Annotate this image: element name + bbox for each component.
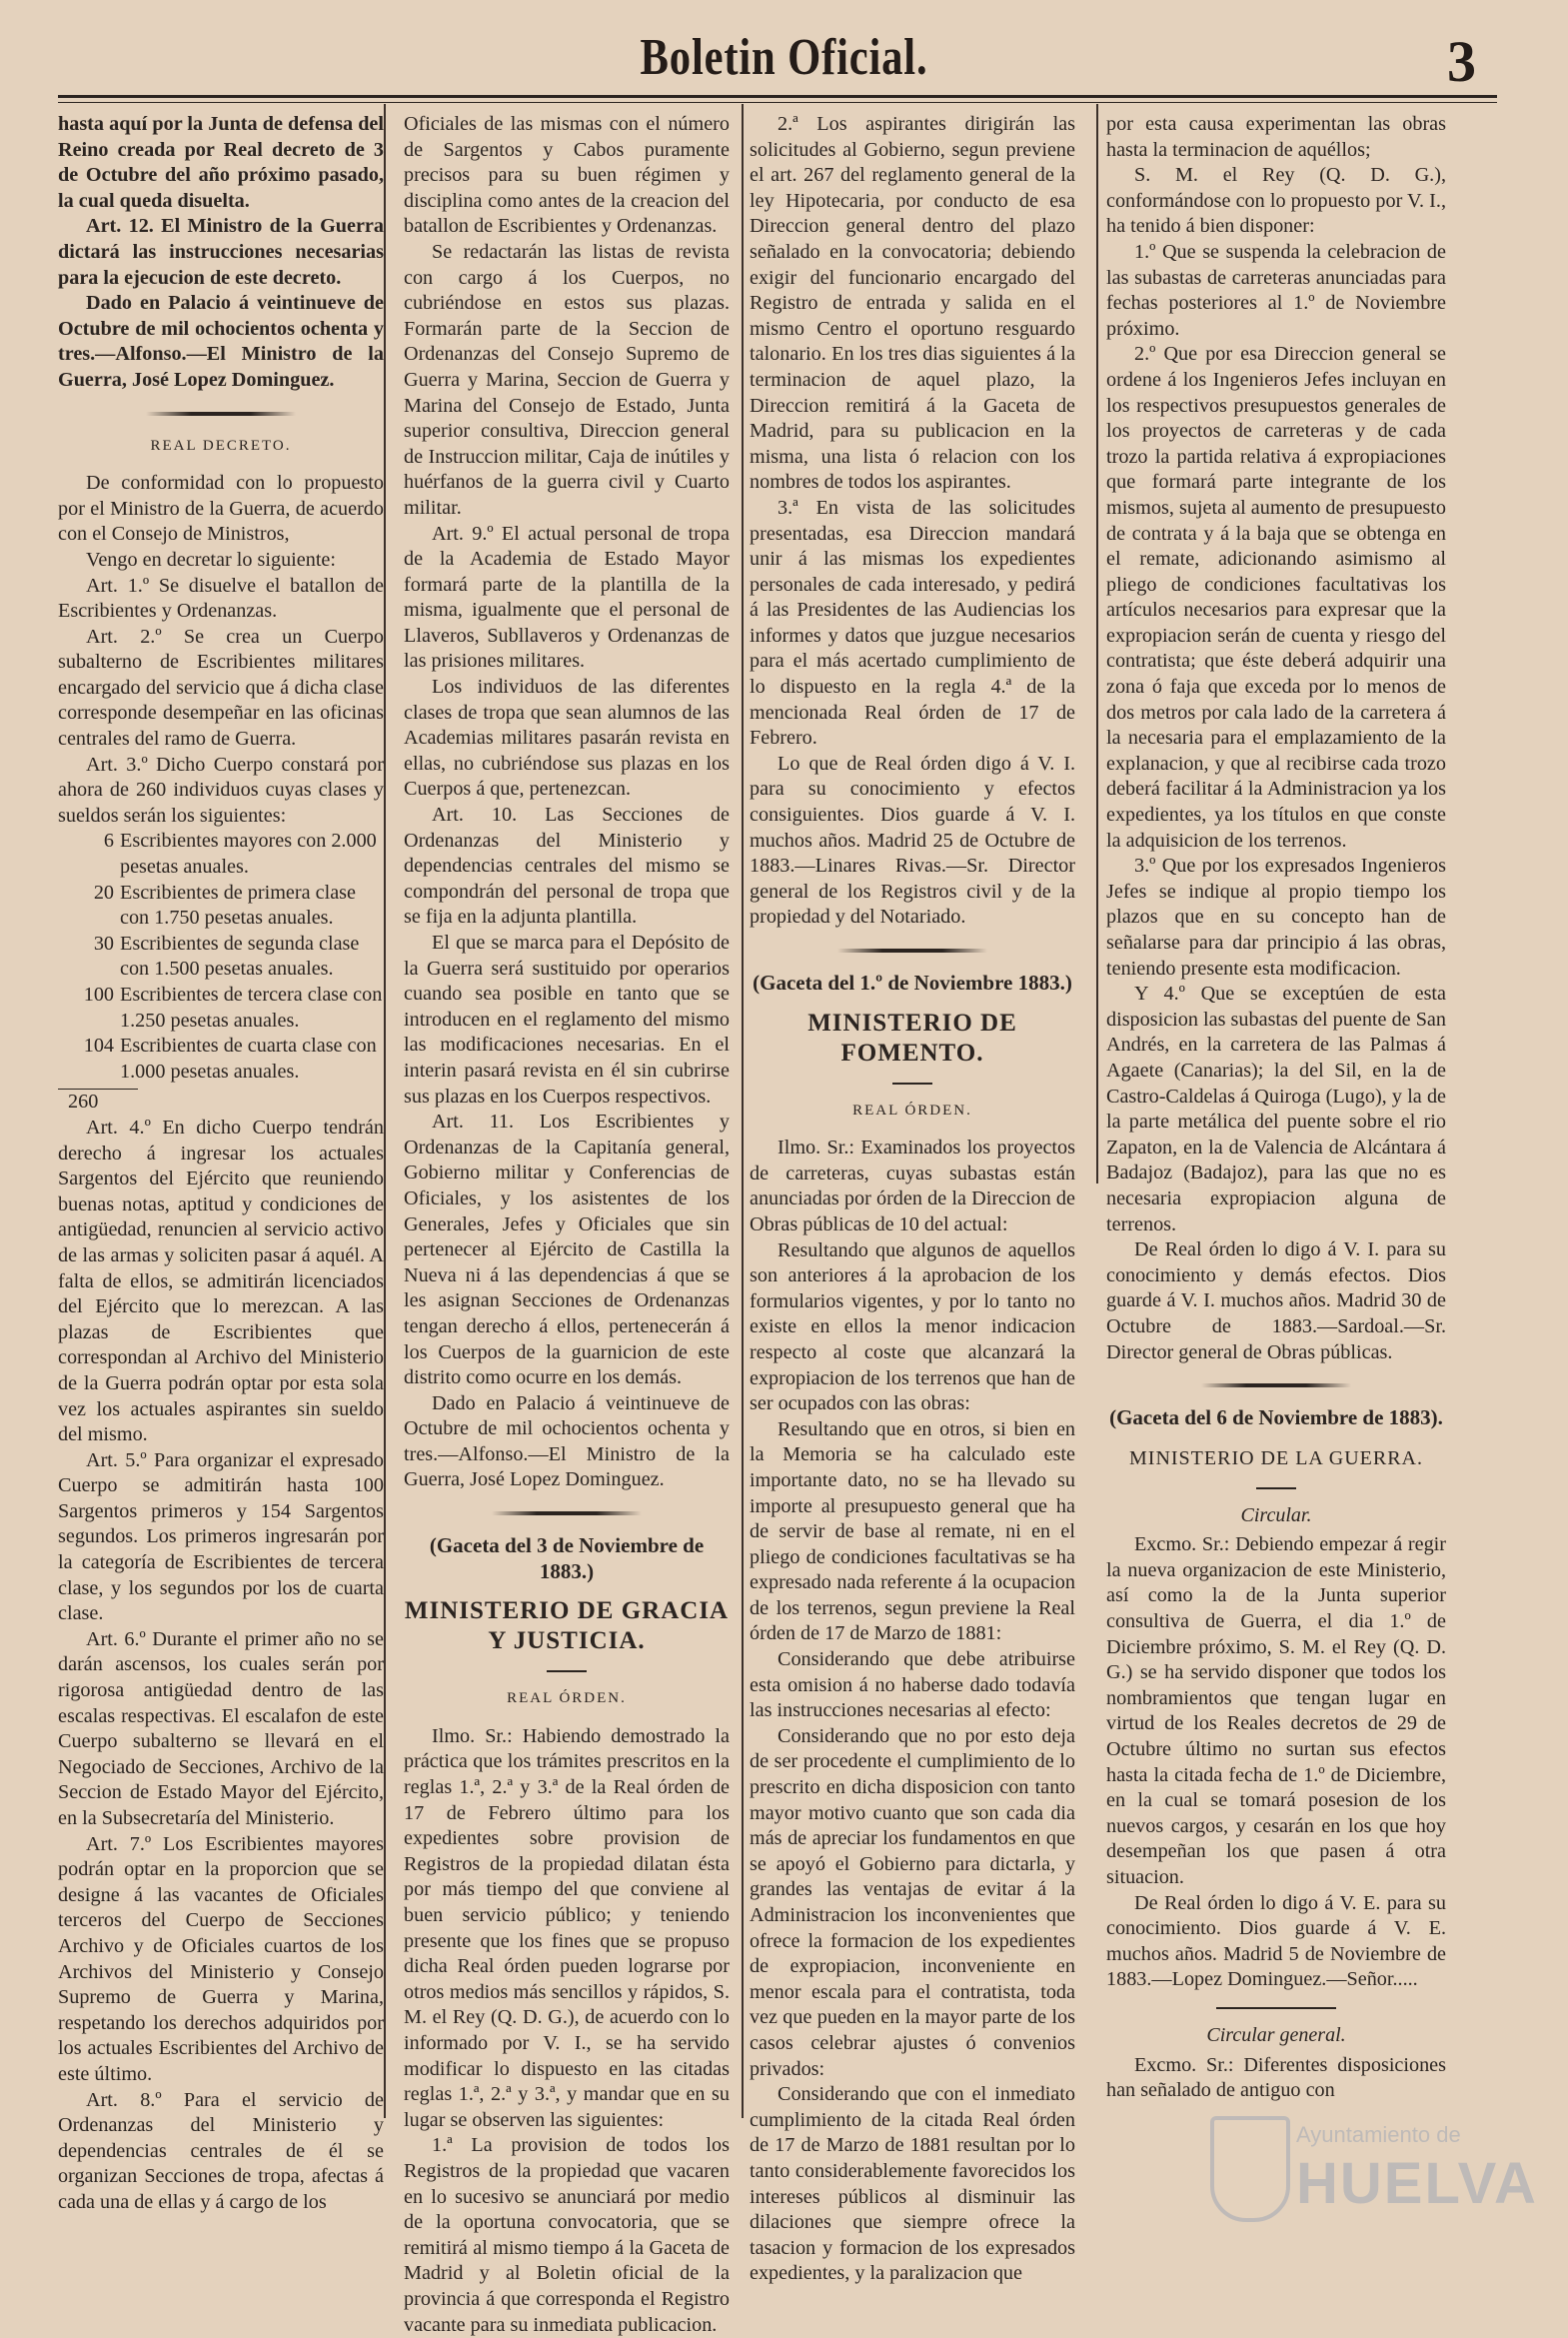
article-paragraph: Art. 9.º El actual personal de tropa de la Academia de Estado Mayor formará parte de la plantilla de la misma, igualmente que el personal de Llaveros, Subllaveros y Ordenanzas de las prisiones militares.	[404, 522, 730, 673]
paragraph: El que se marca para el Depósito de la Guerra será sustituido por operarios cuando sea posible en tanto que se introducen en el reglamento del mismo las modificaciones necesarias. En el interin pasará revista en él sin cubrirse sus plazas en los Cuerpos respectivos.	[404, 932, 730, 1108]
section-heading: REAL ÓRDEN.	[507, 1690, 627, 1707]
crest-icon	[1210, 2116, 1290, 2222]
staff-class: Escribientes de cuarta clase con 1.000 pesetas anuales.	[120, 1035, 377, 1083]
paragraph: Ilmo. Sr.: Examinados los proyectos de carreteras, cuyas subastas están anunciadas por órden de la Direccion de Obras públicas de 10 del actual:	[750, 1137, 1075, 1235]
paragraph: 2.ª Los aspirantes dirigirán las solicitudes al Gobierno, segun previene el art. 267 del reglamento general de la ley Hipotecaria, por conducto de esa Direccion general dentro del plazo señalado en la convocatoria; debiendo exigir del funcionario encargado del Registro de entrada y salida en el mismo Centro el oportuno resguardo talonario. En los tres dias siguientes á la terminacion de aquel plazo, la Direccion remitirá á la Gaceta de Madrid, para su publicacion en la misma, una lista ó relacion con los nombres de todos los aspirantes.	[750, 113, 1075, 494]
paragraph: Considerando que no por esto deja de ser procedente el cumplimiento de lo prescrito en dicha disposicion con tanto mayor motivo cuanto que son cada dia más de apreciar los fundamentos en que se apoyó el Gobierno para dictarla, y grandes las ventajas de evitar á la Administracion los inconvenientes que ofrece la formacion de los expedientes de expropiacion, inconveniente en menor escala para el contratista, toda vez que pueden en la mayor parte de los casos celebrar ajustes ó convenios privados:	[750, 1724, 1075, 2080]
masthead	[0, 22, 1568, 92]
watermark-line-1: Ayuntamiento de	[1296, 2122, 1461, 2147]
staff-table-row	[58, 1034, 384, 1085]
section-heading: REAL ÓRDEN.	[852, 1102, 972, 1119]
column-3	[750, 112, 1075, 2287]
article-paragraph: Art. 5.º Para organizar el expresado Cuerpo se admitirán hasta 100 Sargentos primeros y 154 Sargentos segundos. Los primeros ingresarán por la categoría de Escribientes de tercera clase, y los segundos por los de cuarta clase.	[58, 1448, 384, 1625]
archive-watermark	[1210, 2116, 1538, 2226]
gazette-reference: (Gaceta del 1.º de Noviembre 1883.)	[753, 971, 1072, 995]
paragraph: Considerando que debe atribuirse esta omision á no haberse dado todavía las instrucciones necesarias al efecto:	[750, 1648, 1075, 1722]
paragraph: 3.º Que por los expresados Ingenieros Jefes se indique al propio tiempo los plazos que en su concepto han de señalarse para dar principio á las obras, teniendo presente esta modificacion.	[1106, 855, 1446, 980]
paragraph: Los individuos de las diferentes clases de tropa que sean alumnos de las Academias militares pasarán revista en ellas, no cubriéndose sus plazas en los Cuerpos á que, pertenezcan.	[404, 676, 730, 801]
article-paragraph: Art. 3.º Dicho Cuerpo constará por ahora de 260 individuos cuyas clases y sueldos serán los siguientes:	[58, 753, 384, 827]
paragraph: Vengo en decretar lo siguiente:	[86, 548, 337, 571]
newspaper-title: Boletin Oficial.	[640, 29, 928, 86]
short-rule	[892, 1083, 932, 1085]
paragraph: Y 4.º Que se exceptúen de esta disposicion las subastas del puente de San Andrés, en la carretera de las Palmas á Agaete (Canarias); la del Sil, en la de Castro-Caldelas á Quiroga (Lugo), y la de la parte metálica del puente sobre el rio Zapaton, en la de Valencia de Alcántara á Badajoz (Badajoz), para las que no es necesaria expropiacion alguna de terrenos.	[1106, 983, 1446, 1235]
paragraph: S. M. el Rey (Q. D. G.), conformándose con lo propuesto por V. I., ha tenido á bien disponer:	[1106, 164, 1446, 238]
article-paragraph: Art. 2.º Se crea un Cuerpo subalterno de Escribientes militares encargado del servicio que á dicha clase corresponde desempeñar en las oficinas centrales del ramo de Guerra.	[58, 625, 384, 751]
paragraph: 3.ª En vista de las solicitudes presentadas, esa Direccion mandará unir á las mismas los expedientes personales de cada interesado, y pedirá á las Presidentes de las Audiencias los informes y datos que juzgue necesarios para el más acertado cumplimiento de lo dispuesto en la regla 4.ª de la mencionada Real órden de 17 de Febrero.	[750, 496, 1075, 750]
staff-count: 104	[83, 1035, 114, 1058]
article-paragraph: Art. 4.º En dicho Cuerpo tendrán derecho á ingresar los actuales Sargentos del Ejército que reuniendo buenas notas, aptitud y condiciones de antigüedad, renuncien al servicio activo de las armas y soliciten pasar á aquél. A falta de ellos, se admitirán licenciados del Ejército que lo merezcan. A las plazas de Escribientes que correspondan al Archivo del Ministerio de la Guerra podrán optar por esta sola vez los actuales aspirantes sin sueldo del mismo.	[58, 1116, 384, 1446]
short-rule	[547, 1670, 587, 1672]
paragraph: 1.º Que se suspenda la celebracion de las subastas de carreteras anunciadas para fechas posteriores al 1.º de Noviembre próximo.	[1106, 240, 1446, 340]
paragraph: por esta causa experimentan las obras hasta la terminacion de aquéllos;	[1106, 113, 1446, 161]
paragraph: 2.º Que por esa Direccion general se ordene á los Ingenieros Jefes incluyan en los respectivos presupuestos generales de los proyectos de carreteras y de cada trozo la partida relativa á expropiaciones que formará parte integrante de los mismos, sujeta al aumento de presupuesto de contrata y á la baja que se obtenga en el remate, adicionando asimismo al pliego de condiciones facultativas los artículos necesarios para expresar que la expropiacion serán de cuenta y riesgo del contratista; que éste deberá adquirir una zona ó faja que exceda por lo menos de dos metros por cala lado de la carretera á la necesaria para el emplazamiento de la explanacion, y que al recibirse cada trozo deberá facilitar á la Administracion ya los expedientes, ya los títulos en que conste la adquisicion de los terrenos.	[1106, 343, 1446, 852]
signature-paragraph: Lo que de Real órden digo á V. I. para su conocimiento y efectos consiguientes. Dios guarde á V. I. muchos años. Madrid 25 de Octubre de 1883.—Linares Rivas.—Sr. Director general de los Registros civil y de la propiedad y del Notariado.	[750, 752, 1075, 929]
staff-total: 260	[58, 1089, 138, 1116]
article-paragraph: Art. 6.º Durante el primer año no se darán ascensos, los cuales serán por rigorosa antigüedad dentro de las escalas respectivas. El escalafon de este Cuerpo subalterno se llevará en el Negociado de Secciones, Archivo de la Seccion de Estado Mayor del Ejército, en la Subsecretaría del Ministerio.	[58, 1627, 384, 1829]
column-divider	[384, 104, 386, 2118]
ornament-rule	[492, 1511, 642, 1515]
staff-class: Escribientes de tercera clase con 1.250 pesetas anuales.	[120, 984, 383, 1032]
signature-paragraph: Dado en Palacio á veintinueve de Octubre de mil ochocientos ochenta y tres.—Alfonso.—El Ministro de la Guerra, José Lopez Dominguez.	[404, 1391, 730, 1491]
ministry-heading: MINISTERIO DE FOMENTO.	[807, 1009, 1017, 1067]
signature-paragraph: De Real órden lo digo á V. I. para su conocimiento y demás efectos. Dios guarde á V. I. muchos años. Madrid 30 de Octubre de 1883.—Sardoal.—Sr. Director general de Obras públicas.	[1106, 1238, 1446, 1363]
ornament-rule	[146, 412, 296, 416]
paragraph: Ilmo. Sr.: Habiendo demostrado la práctica que los trámites prescritos en la reglas 1.ª, 2.ª y 3.ª de la Real órden de 17 de Febrero último para los expedientes sobre provision de Registros de la propiedad dilatan ésta por más tiempo del que conviene al buen servicio público; y teniendo presente que los fines que se propuso dicha Real órden pueden lograrse por otros medios más sencillos y rápidos, S. M. el Rey (Q. D. G.), de acuerdo con lo informado por V. I., se ha servido modificar lo dispuesto en las citadas reglas 1.ª, 2.ª y 3.ª, y mandar que en su lugar se observen las siguientes:	[404, 1724, 730, 2131]
staff-count: 100	[83, 984, 114, 1006]
header-rule	[58, 95, 1497, 103]
staff-class: Escribientes mayores con 2.000 pesetas anuales.	[120, 830, 377, 879]
gazette-reference: (Gaceta del 3 de Noviembre de 1883.)	[429, 1533, 705, 1583]
short-rule	[1216, 2007, 1336, 2009]
ministry-heading: MINISTERIO DE LA GUERRA.	[1129, 1446, 1423, 1469]
article-paragraph: Art. 1.º Se disuelve el batallon de Escribientes y Ordenanzas.	[58, 574, 384, 623]
short-rule	[1256, 1487, 1296, 1489]
staff-count: 30	[93, 932, 114, 955]
signature-paragraph: Dado en Palacio á veintinueve de Octubre de mil ochocientos ochenta y tres.—Alfonso.—El Ministro de la Guerra, José Lopez Dominguez.	[58, 292, 384, 391]
article-paragraph: Art. 10. Las Secciones de Ordenanzas del Ministerio y dependencias centrales del mismo se compondrán del personal de tropa que se fija en la adjunta plantilla.	[404, 804, 730, 929]
ministry-heading: MINISTERIO DE GRACIA Y JUSTICIA.	[404, 1597, 730, 1655]
column-1	[58, 112, 384, 2216]
paragraph: Excmo. Sr.: Debiendo empezar á regir la nueva organizacion de este Ministerio, así como la de la Junta superior consultiva de Guerra, el dia 1.º de Diciembre próximo, S. M. el Rey (Q. D. G.) se ha servido disponer que todos los nombramientos que tengan lugar en virtud de los Reales decretos de 29 de Octubre último no surtan sus efectos hasta la citada fecha de 1.º de Diciembre, en la cual se tomará posesion de los nuevos cargos, y cesarán en los que hoy desempeñan los que pasen á otra situacion.	[1106, 1533, 1446, 1888]
column-divider	[1096, 104, 1098, 1183]
paragraph: hasta aquí por la Junta de defensa del Reino creada por Real decreto de 3 de Octubre del año próximo pasado, la cual queda disuelta.	[58, 113, 384, 212]
paragraph: Resultando que en otros, si bien en la Memoria se ha calculado este importante dato, no se ha llevado su importe al presupuesto general que ha de servir de base al remate, ni en el pliego de condiciones facultativas se ha expresado nada referente á la ocupacion de los terrenos, segun previene la Real órden de 17 de Marzo de 1881:	[750, 1417, 1075, 1645]
paragraph: 1.ª La provision de todos los Registros de la propiedad que vacaren en lo sucesivo se anunciará por medio de la oportuna convocatoria, que se remitirá al mismo tiempo á la Gaceta de Madrid y al Boletin oficial de la provincia á que corresponda el Registro vacante para su inmediata publicacion.	[404, 2134, 730, 2336]
section-heading: REAL DECRETO.	[150, 437, 292, 454]
staff-class: Escribientes de segunda clase con 1.500 pesetas anuales.	[120, 932, 360, 981]
paragraph: Resultando que algunos de aquellos son anteriores á la aprobacion de los formularios vigentes, y por lo tanto no existe en ellos la menor indicacion respecto al coste que alcanzará la expropiacion de los terrenos que han de ser ocupados con las obras:	[750, 1238, 1075, 1415]
paragraph: De conformidad con lo propuesto por el Ministro de la Guerra, de acuerdo con el Consejo de Ministros,	[58, 472, 384, 546]
staff-table-row	[58, 881, 384, 932]
paragraph: Se redactarán las listas de revista con cargo á los Cuerpos, no cubriéndose en estos sus plazas. Formarán parte de la Seccion de Ordenanzas del Consejo Supremo de Guerra y Marina, Seccion de Guerra y Marina del Consejo de Estado, Junta superior consultiva, Direccion general de Instruccion militar, Caja de inútiles y huérfanos de la guerra civil y Cuarto militar.	[404, 240, 730, 519]
paragraph: Considerando que con el inmediato cumplimiento de la citada Real órden de 17 de Marzo de 1881 resultan por lo tanto considerablemente favorecidos los intereses públicos al disminuir las dilaciones que siempre ofrece la tasacion y formacion de los expresados expedientes, y la paralizacion que	[750, 2083, 1075, 2285]
staff-table-row	[58, 932, 384, 983]
column-2	[404, 112, 730, 2338]
staff-count: 20	[93, 881, 114, 904]
staff-class: Escribientes de primera clase con 1.750 pesetas anuales.	[120, 881, 356, 930]
article-paragraph: Art. 12. El Ministro de la Guerra dictará las instrucciones necesarias para la ejecucion de este decreto.	[58, 215, 384, 289]
paragraph: Excmo. Sr.: Diferentes disposiciones han señalado de antiguo con	[1106, 2053, 1446, 2102]
watermark-line-2: HUELVA	[1296, 2151, 1538, 2216]
staff-table-row	[58, 983, 384, 1034]
circular-heading: Circular.	[1240, 1503, 1312, 1526]
page-number: 3	[1447, 29, 1476, 94]
paragraph: Oficiales de las mismas con el número de Sargentos y Cabos puramente precisos para su buen régimen y disciplina como antes de la creacion del batallon de Escribientes y Ordenanzas.	[404, 113, 730, 238]
circular-heading: Circular general.	[1206, 2023, 1346, 2046]
staff-count: 6	[103, 830, 114, 853]
column-divider	[742, 104, 744, 2118]
article-paragraph: Art. 11. Los Escribientes y Ordenanzas de la Capitanía general, Gobierno militar y Conferencias de Oficiales, y los asistentes de los Generales, Jefes y Oficiales que sin pertenecer al Ejército de Castilla la Nueva ni á las dependencias á que se les asignan Secciones de Ordenanzas tengan derecho á ellos, pertenecerán á los Cuerpos de la guarnicion de este distrito como ocurre en los demás.	[404, 1111, 730, 1389]
ornament-rule	[1201, 1383, 1351, 1387]
column-4	[1106, 112, 1446, 2104]
article-paragraph: Art. 8.º Para el servicio de Ordenanzas del Ministerio y dependencias centrales de él se organizan Secciones de tropa, afectas á cada una de ellas y á cargo de los	[58, 2088, 384, 2213]
article-paragraph: Art. 7.º Los Escribientes mayores podrán optar en la proporcion que se designe á las vacantes de Oficiales terceros del Cuerpo de Secciones Archivo y de Oficiales cuartos de los Archivos del Ministerio y Consejo Supremo de Guerra y Marina, respetando los derechos adquiridos por los actuales Escribientes del Archivo de este último.	[58, 1832, 384, 2085]
gazette-reference: (Gaceta del 6 de Noviembre de 1883).	[1109, 1405, 1443, 1430]
signature-paragraph: De Real órden lo digo á V. E. para su conocimiento. Dios guarde á V. E. muchos años. Madrid 5 de Noviembre de 1883.—Lopez Dominguez.—Señor.....	[1106, 1891, 1446, 1991]
staff-table-row	[58, 829, 384, 880]
ornament-rule	[837, 949, 987, 953]
